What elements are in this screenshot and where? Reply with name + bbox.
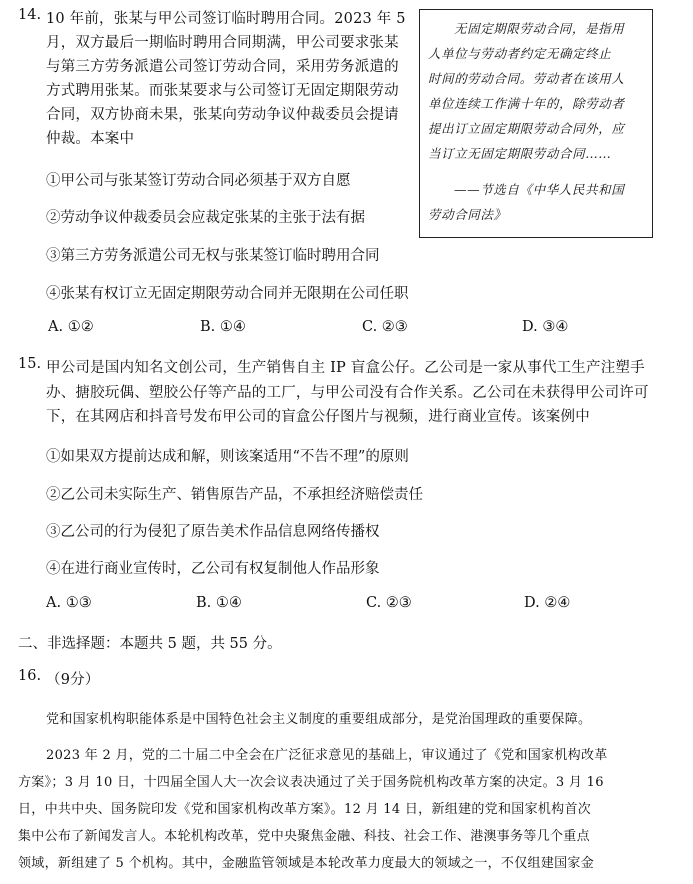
q14-line: 与第三方劳务派遣公司签订劳动合同，采用劳务派遣的 bbox=[46, 59, 399, 75]
quote-line: 人单位与劳动者约定无确定终止 bbox=[428, 46, 612, 61]
q14-choice-b: B. ①④ bbox=[200, 319, 246, 335]
q14-option: ②劳动争议仲裁委员会应裁定张某的主张于法有据 bbox=[46, 210, 365, 226]
law-quote-box bbox=[419, 9, 653, 238]
q14-line: 10 年前，张某与甲公司签订临时聘用合同。2023 年 5 bbox=[46, 11, 406, 27]
q14-line: 方式聘用张某。而张某要求与公司签订无固定期限劳动 bbox=[46, 83, 399, 99]
q15-option: ①如果双方提前达成和解，则该案适用“不告不理”的原则 bbox=[46, 449, 409, 465]
q14-line: 仲裁。本案中 bbox=[46, 131, 135, 147]
q15-line: 甲公司是国内知名文创公司，生产销售自主 IP 盲盒公仔。乙公司是一家从事代工生产注塑手 bbox=[46, 360, 645, 376]
q15-number: 15. bbox=[18, 356, 42, 372]
quote-line: 当订立无固定期限劳动合同…… bbox=[428, 146, 612, 161]
q15-choice-a: A. ①③ bbox=[46, 595, 92, 611]
q16-material-line: 方案》；3 月 10 日，十四届全国人大一次会议表决通过了关于国务院机构改革方案的决定。3 月 16 bbox=[18, 775, 604, 790]
q15-choice-d: D. ②④ bbox=[524, 595, 571, 611]
q15-choice-b: B. ①④ bbox=[196, 595, 242, 611]
q16-material-line: 党和国家机构职能体系是中国特色社会主义制度的重要组成部分，是党治国理政的重要保障。 bbox=[46, 712, 592, 727]
quote-line: 时间的劳动合同。劳动者在该用人 bbox=[428, 71, 625, 86]
q15-option: ④在进行商业宣传时，乙公司有权复制他人作品形象 bbox=[46, 561, 380, 577]
quote-source: 劳动合同法》 bbox=[428, 207, 507, 222]
q15-choice-c: C. ②③ bbox=[366, 595, 412, 611]
q16-material-line: 集中公布了新闻发言人。本轮机构改革，党中央聚焦金融、科技、社会工作、港澳事务等几个重点 bbox=[18, 829, 590, 844]
section-heading: 二、非选择题：本题共 5 题，共 55 分。 bbox=[18, 636, 282, 652]
q14-choice-c: C. ②③ bbox=[362, 319, 408, 335]
quote-line: 单位连续工作满十年的，除劳动者 bbox=[428, 96, 625, 111]
q16-number: 16. bbox=[18, 668, 42, 684]
q15-line: 办、搪胶玩偶、塑胶公仔等产品的工厂，与甲公司没有合作关系。乙公司在未获得甲公司许可 bbox=[46, 385, 649, 401]
q16-material-line: 2023 年 2 月，党的二十届二中全会在广泛征求意见的基础上，审议通过了《党和国家机构改革 bbox=[46, 748, 608, 763]
quote-line: 无固定期限劳动合同，是指用 bbox=[454, 21, 625, 36]
quote-line: 提出订立固定期限劳动合同外，应 bbox=[428, 121, 625, 136]
q15-line: 下，在其网店和抖音号发布甲公司的盲盒公仔图片与视频，进行商业宣传。该案例中 bbox=[46, 409, 590, 425]
q14-choice-d: D. ③④ bbox=[522, 319, 569, 335]
q14-option: ①甲公司与张某签订劳动合同必须基于双方自愿 bbox=[46, 173, 351, 189]
q16-material-line: 领域，新组建了 5 个机构。其中，金融监管领域是本轮改革力度最大的领域之一，不仅组建国家金 bbox=[18, 856, 595, 871]
q15-option: ③乙公司的行为侵犯了原告美术作品信息网络传播权 bbox=[46, 524, 380, 540]
q14-line: 月，双方最后一期临时聘用合同期满，甲公司要求张某 bbox=[46, 35, 399, 51]
q14-choice-a: A. ①② bbox=[48, 319, 94, 335]
q15-option: ②乙公司未实际生产、销售原告产品，不承担经济赔偿责任 bbox=[46, 487, 423, 503]
q14-number: 14. bbox=[18, 7, 42, 23]
q14-option: ③第三方劳务派遣公司无权与张某签订临时聘用合同 bbox=[46, 248, 380, 264]
quote-source: ——节选自《中华人民共和国 bbox=[454, 182, 625, 197]
q16-score: （9分） bbox=[46, 672, 100, 688]
q16-material-line: 日，中共中央、国务院印发《党和国家机构改革方案》。12 月 14 日，新组建的党和国家机构首次 bbox=[18, 802, 592, 817]
q14-line: 合同，双方协商未果，张某向劳动争议仲裁委员会提请 bbox=[46, 107, 399, 123]
q14-option: ④张某有权订立无固定期限劳动合同并无限期在公司任职 bbox=[46, 286, 409, 302]
